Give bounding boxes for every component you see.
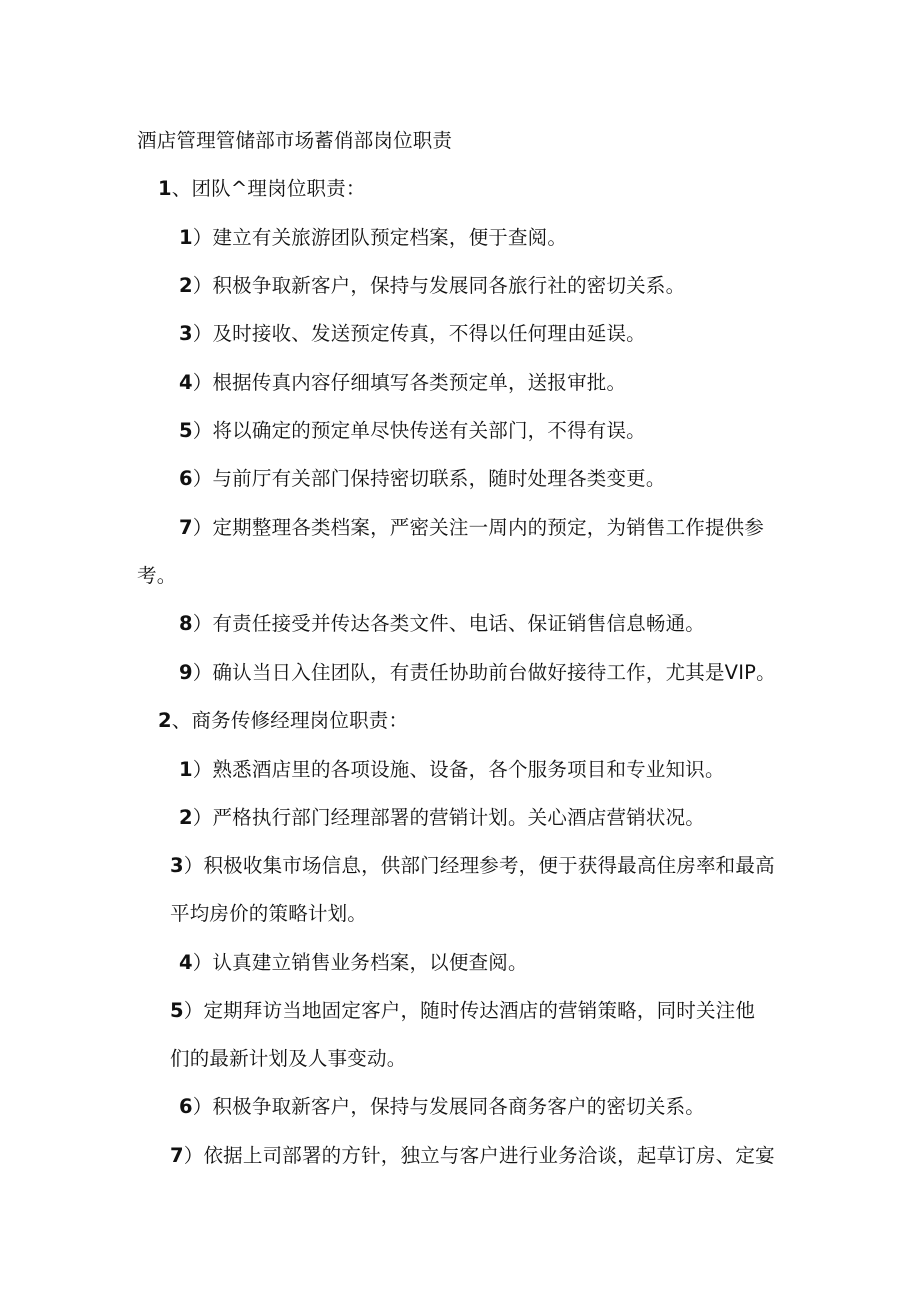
- list-item: [170, 1143, 775, 1169]
- item-continuation: 考。: [137, 564, 177, 587]
- list-item: [179, 273, 685, 299]
- list-item: [179, 1094, 705, 1120]
- item-text: ）有责任接受并传达各类文件、电话、保证销售信息畅通。: [192, 612, 705, 635]
- item-text: ）及时接收、发送预定传真，不得以任何理由延误。: [192, 322, 646, 345]
- list-item: [179, 370, 626, 396]
- document-title: 酒店管理管储部市场蓄俏部岗位职责: [137, 129, 453, 152]
- section-number: 2: [158, 709, 172, 732]
- item-number: 2: [179, 274, 193, 297]
- item-number: 3: [170, 854, 184, 877]
- list-item: [179, 466, 666, 492]
- item-number: 6: [179, 467, 193, 490]
- item-continuation: 平均房价的策略计划。: [170, 902, 368, 925]
- item-continuation: 们的最新计划及人事变动。: [170, 1047, 407, 1070]
- item-number: 3: [179, 322, 193, 345]
- item-text: ）根据传真内容仔细填写各类预定单，送报审批。: [192, 371, 627, 394]
- list-item: [170, 853, 775, 879]
- section-heading: [158, 708, 408, 734]
- list-item: [179, 611, 705, 637]
- item-number: 6: [179, 1095, 193, 1118]
- list-item: [179, 225, 567, 251]
- item-text: ）积极争取新客户，保持与发展同各旅行社的密切关系。: [192, 274, 686, 297]
- section-heading-text: 、团队^理岗位职责：: [171, 177, 366, 200]
- item-number: 5: [179, 419, 193, 442]
- item-text: ）确认当日入住团队，有责任协助前台做好接待工作，尤其是VIP。: [192, 661, 776, 684]
- item-text: ）将以确定的预定单尽快传送有关部门，不得有误。: [192, 419, 646, 442]
- list-item: [179, 757, 725, 783]
- item-number: 7: [170, 1144, 184, 1167]
- list-item: [179, 418, 646, 444]
- item-text: ）定期整理各类档案，严密关注一周内的预定，为销售工作提供参: [192, 516, 765, 539]
- item-text: ）熟悉酒店里的各项设施、设备，各个服务项目和专业知识。: [192, 758, 725, 781]
- item-text: ）积极争取新客户，保持与发展同各商务客户的密切关系。: [192, 1095, 705, 1118]
- item-number: 5: [170, 999, 184, 1022]
- list-item: [179, 321, 646, 347]
- list-item: [170, 998, 755, 1024]
- item-number: 4: [179, 951, 193, 974]
- item-number: 1: [179, 226, 193, 249]
- item-number: 9: [179, 661, 193, 684]
- item-text: ）与前厅有关部门保持密切联系，随时处理各类变更。: [192, 467, 666, 490]
- item-number: 4: [179, 371, 193, 394]
- item-number: 1: [179, 758, 193, 781]
- item-number: 2: [179, 806, 193, 829]
- item-text: ）积极收集市场信息，供部门经理参考，便于获得最高住房率和最高: [183, 854, 775, 877]
- section-heading-text: 、商务传修经理岗位职责：: [171, 709, 409, 732]
- item-number: 8: [179, 612, 193, 635]
- item-text: ）依据上司部署的方针，独立与客户进行业务洽谈，起草订房、定宴: [183, 1144, 775, 1167]
- section-heading: [158, 176, 366, 202]
- list-item: [179, 805, 705, 831]
- list-item: [179, 515, 764, 541]
- item-number: 7: [179, 516, 193, 539]
- section-number: 1: [158, 177, 172, 200]
- list-item: [179, 660, 776, 686]
- item-text: ）定期拜访当地固定客户，随时传达酒店的营销策略，同时关注他: [183, 999, 756, 1022]
- list-item: [179, 950, 528, 976]
- item-text: ）认真建立销售业务档案，以便查阅。: [192, 951, 528, 974]
- item-text: ）严格执行部门经理部署的营销计划。关心酒店营销状况。: [192, 806, 705, 829]
- item-text: ）建立有关旅游团队预定档案，便于查阅。: [192, 226, 568, 249]
